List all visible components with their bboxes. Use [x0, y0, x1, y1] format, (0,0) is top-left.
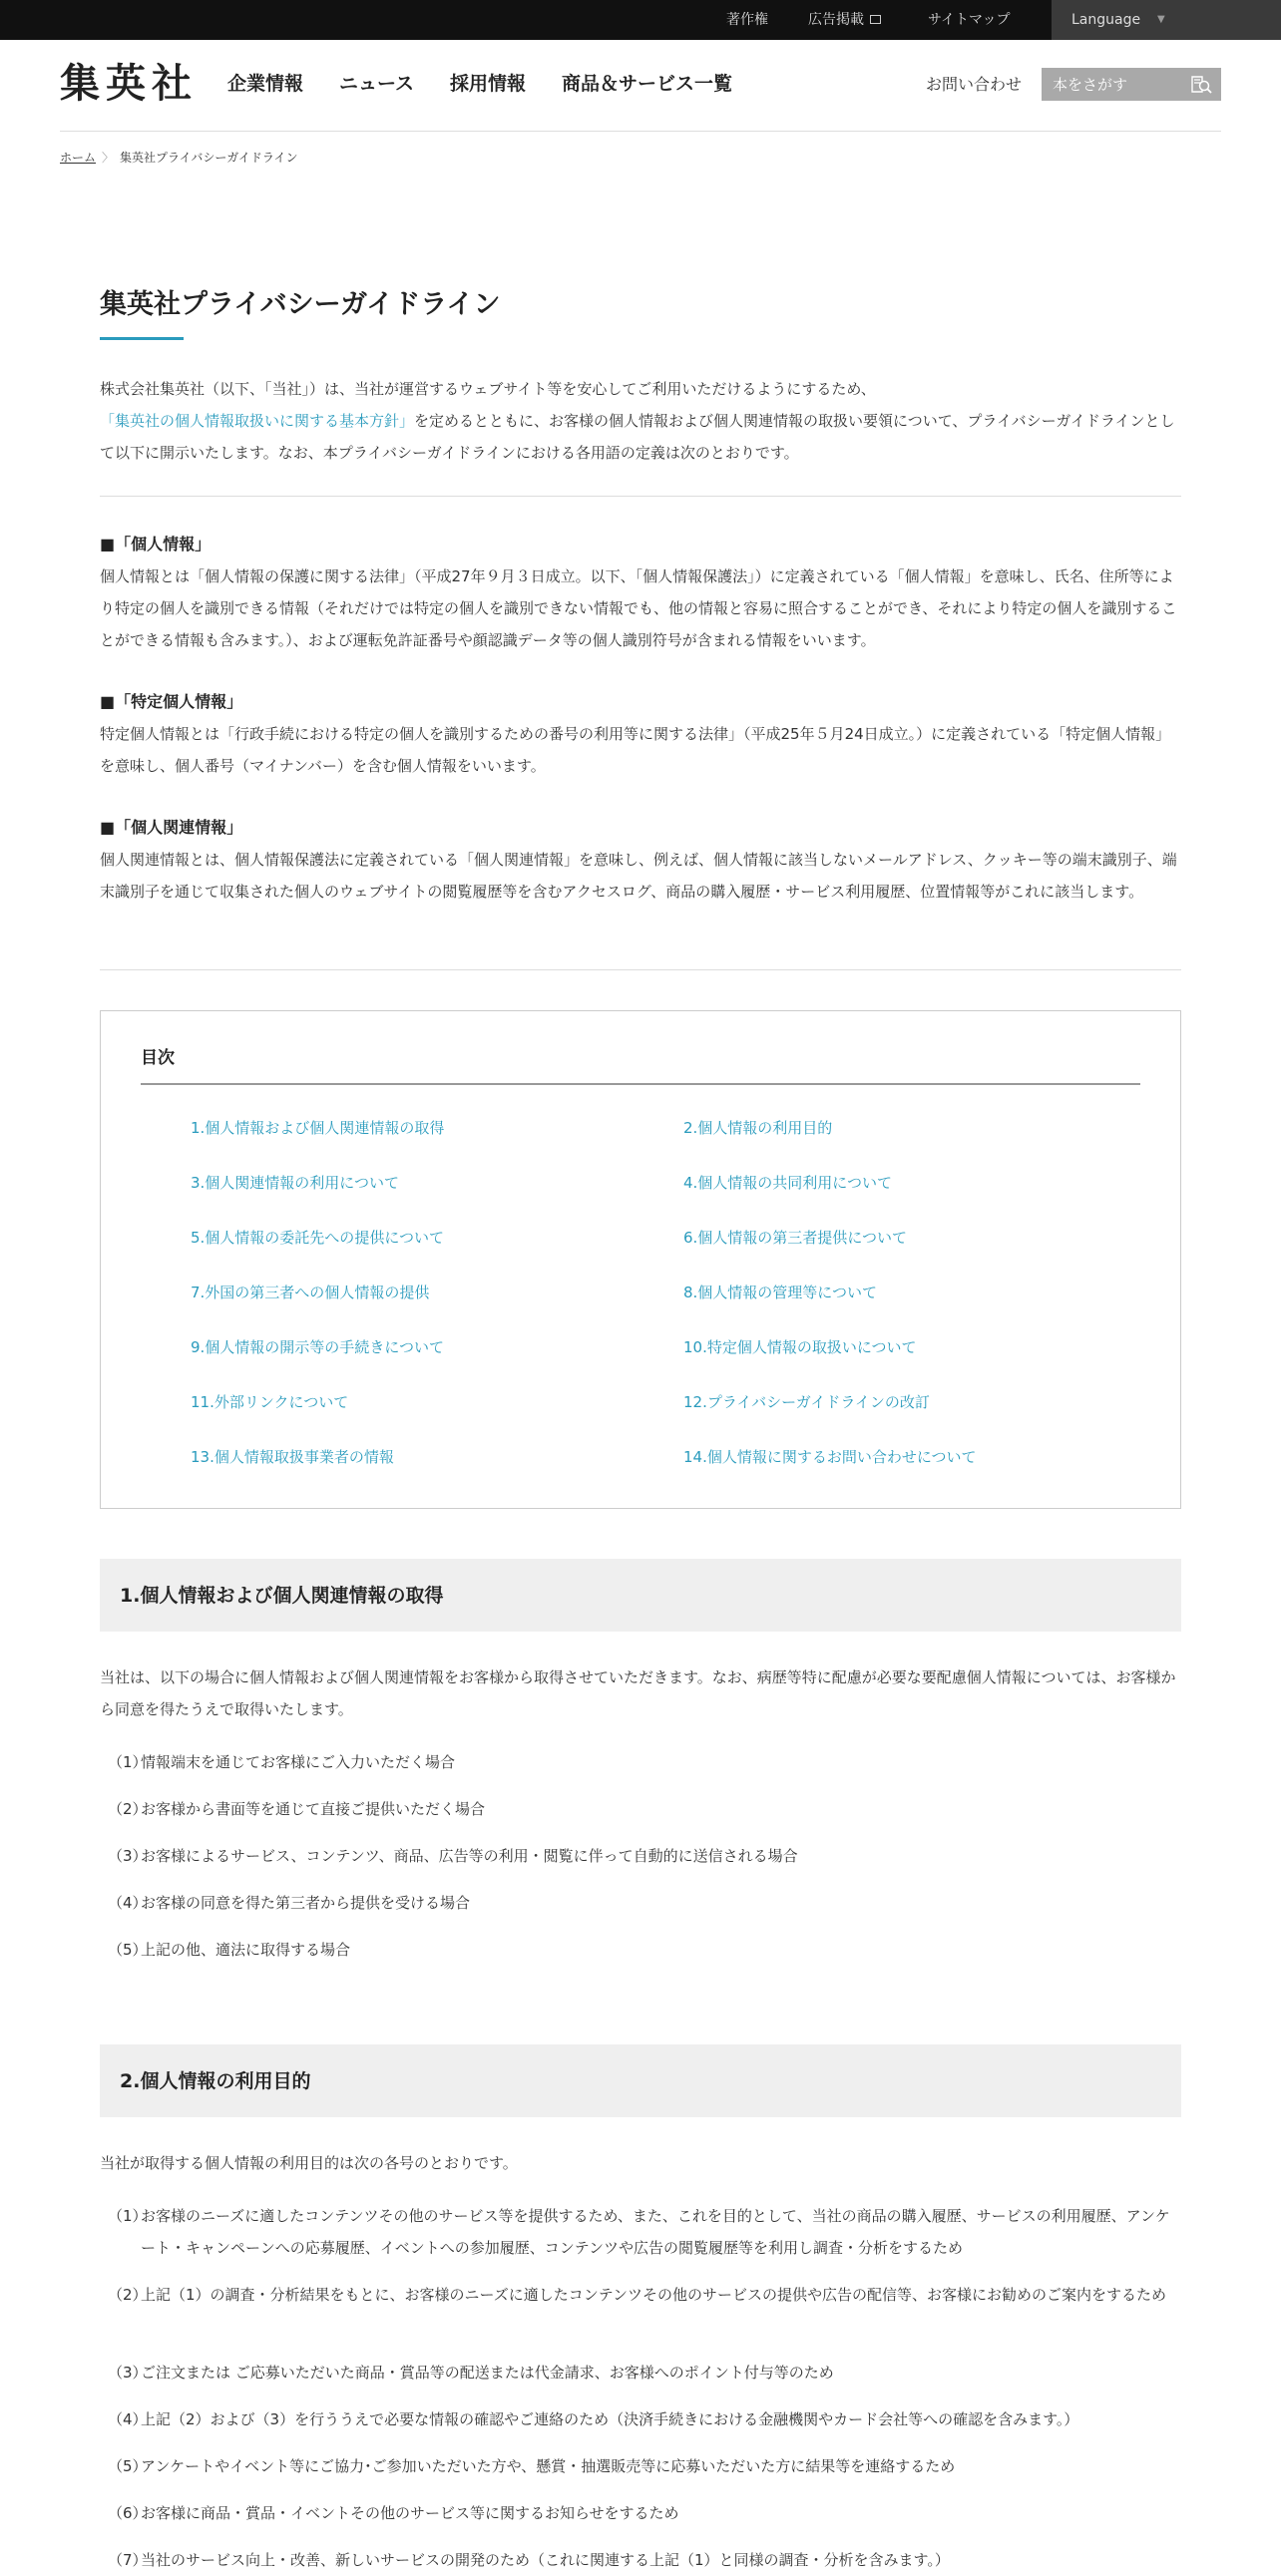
chevron-right-icon: 〉: [102, 151, 115, 165]
book-search-icon[interactable]: [1189, 74, 1213, 96]
definition-related-info: [100, 814, 1181, 908]
advertising-link-label: 広告掲載: [808, 12, 864, 28]
section-1-heading: [100, 1559, 1181, 1632]
site-header: [0, 40, 1281, 132]
nav-products-services[interactable]: 商品＆サービス一覧: [562, 73, 733, 95]
list-item-number: （3）: [108, 2364, 148, 2382]
toc-link-8[interactable]: 8.個人情報の管理等について: [683, 1284, 878, 1301]
list-item: [100, 2544, 1181, 2576]
toc-link-13[interactable]: 13.個人情報取扱事業者の情報: [191, 1448, 394, 1466]
section-heading-text: 2.個人情報の利用目的: [120, 2070, 311, 2092]
definition-body: 特定個人情報とは「行政手続における特定の個人を識別するための番号の利用等に関する法律」（平成25年５月24日成立。）に定義されている「特定個人情報」を意味し、個人番号（マイナンバー）を含む個人情報をいいます。: [100, 725, 1171, 775]
list-item-text: ご注文または ご応募いただいた商品・賞品等の配送または代金請求、お客様へのポイント付与等のため: [141, 2364, 834, 2382]
intro-text-after: を定めるとともに、お客様の個人情報および個人関連情報の取扱い要領について、プライバシーガイドラインとして以下に開示いたします。なお、本プライバシーガイドラインにおける各用語の定義は次のとおりです。: [100, 412, 1175, 462]
list-item-text: お客様のニーズに適したコンテンツその他のサービス等を提供するため、また、これを目的として、当社の商品の購入履歴、サービスの利用履歴、アンケート・キャンペーンへの応募履歴、イベントへの参加履歴、コンテンツや広告の閲覧履歴等を利用し調査・分析をするため: [141, 2207, 1170, 2257]
nav-recruitment[interactable]: 採用情報: [450, 73, 527, 95]
intro-paragraph: [100, 373, 1181, 469]
toc-link-11[interactable]: 11.外部リンクについて: [191, 1393, 349, 1411]
toc-title: 目次: [141, 1048, 175, 1068]
list-item-number: （4）: [108, 1894, 148, 1912]
section-heading-text: 1.個人情報および個人関連情報の取得: [120, 1585, 444, 1607]
language-selector[interactable]: [1052, 0, 1281, 40]
nav-news[interactable]: ニュース: [339, 73, 415, 95]
list-item-text: 上記の他、適法に取得する場合: [141, 1941, 351, 1959]
list-item-text: 上記（2）および（3）を行ううえで必要な情報の確認やご連絡のため（決済手続きにおける金融機関やカード会社等への確認を含みます。）: [141, 2410, 1079, 2428]
toc-link-3[interactable]: 3.個人関連情報の利用について: [191, 1174, 400, 1192]
list-item-text: お客様から書面等を通じて直接ご提供いただく場合: [141, 1800, 486, 1818]
title-underline: [100, 337, 184, 340]
list-item-number: （3）: [108, 1847, 148, 1865]
list-item-text: お客様の同意を得た第三者から提供を受ける場合: [141, 1894, 471, 1912]
list-item-number: （6）: [108, 2504, 148, 2522]
list-item-text: アンケートやイベント等にご協力･ご参加いただいた方や、懸賞・抽選販売等に応募いただいた方に結果等を連絡するため: [141, 2457, 956, 2475]
toc-link-6[interactable]: 6.個人情報の第三者提供について: [683, 1229, 908, 1247]
list-item-number: （2）: [108, 2286, 148, 2304]
list-item: [100, 2497, 1181, 2529]
chevron-down-icon: ▼: [1157, 14, 1165, 25]
external-window-icon: [870, 15, 881, 24]
divider: [100, 496, 1181, 497]
list-item-number: （2）: [108, 1800, 148, 1818]
top-utility-bar: [0, 0, 1281, 40]
definition-heading: ■「個人情報」: [100, 535, 212, 553]
breadcrumb-home-link[interactable]: ホーム: [60, 151, 97, 165]
definition-specific-personal-info: [100, 688, 1181, 782]
toc-link-5[interactable]: 5.個人情報の委託先への提供について: [191, 1229, 445, 1247]
toc-link-7[interactable]: 7.外国の第三者への個人情報の提供: [191, 1284, 430, 1301]
list-item-number: （1）: [108, 1753, 148, 1771]
list-item-number: （7）: [108, 2551, 148, 2569]
section-2-lead: 当社が取得する個人情報の利用目的は次の各号のとおりです。: [100, 2154, 518, 2172]
definition-body: 個人関連情報とは、個人情報保護法に定義されている「個人関連情報」を意味し、例えば、個人情報に該当しないメールアドレス、クッキー等の端末識別子、端末識別子を通じて収集された個人のウェブサイトの閲覧履歴等を含むアクセスログ、商品の購入履歴・サービス利用履歴、位置情報等がこれに該当します。: [100, 851, 1177, 901]
list-item-number: （5）: [108, 1941, 148, 1959]
list-item-number: （5）: [108, 2457, 148, 2475]
definition-body: 個人情報とは「個人情報の保護に関する法律」（平成27年９月３日成立。以下、「個人情報保護法」）に定義されている「個人情報」を意味し、氏名、住所等により特定の個人を識別できる情報（それだけでは特定の個人を識別できない情報でも、他の情報と容易に照合することができ、それにより特定の個人を識別することができる情報も含みます。）、および運転免許証番号や顔認識データ等の個人識別符号が含まれる情報をいいます。: [100, 567, 1177, 649]
shueisha-logo[interactable]: 集英社: [60, 60, 198, 107]
sitemap-link[interactable]: サイトマップ: [928, 12, 1011, 28]
list-item-text: お客様によるサービス、コンテンツ、商品、広告等の利用・閲覧に伴って自動的に送信される場合: [141, 1847, 798, 1865]
list-item-text: 上記（1）の調査・分析結果をもとに、お客様のニーズに適したコンテンツその他のサービスの提供や広告の配信等、お客様にお勧めのご案内をするため: [141, 2286, 1167, 2304]
toc-link-14[interactable]: 14.個人情報に関するお問い合わせについて: [683, 1448, 977, 1466]
list-item-text: 当社のサービス向上・改善、新しいサービスの開発のため（これに関連する上記（1）と同様の調査・分析を含みます。）: [141, 2551, 950, 2569]
section-1-lead: 当社は、以下の場合に個人情報および個人関連情報をお客様から取得させていただきます。なお、病歴等特に配慮が必要な要配慮個人情報については、お客様から同意を得たうえで取得いたします。: [100, 1668, 1176, 1718]
language-label: Language: [1071, 12, 1141, 28]
intro-text-before: 株式会社集英社（以下、「当社」）は、当社が運営するウェブサイト等を安心してご利用いただけるようにするため、: [100, 380, 876, 398]
list-item-number: （4）: [108, 2410, 148, 2428]
basic-policy-link[interactable]: 「集英社の個人情報取扱いに関する基本方針」: [100, 412, 415, 430]
list-item: [100, 2279, 1181, 2311]
list-item-text: お客様に商品・賞品・イベントその他のサービス等に関するお知らせをするため: [141, 2504, 679, 2522]
contact-link[interactable]: お問い合わせ: [926, 75, 1023, 94]
list-item: [100, 1793, 1181, 1825]
list-item: [100, 1746, 1181, 1778]
copyright-link[interactable]: 著作権: [726, 12, 768, 28]
definition-heading: ■「個人関連情報」: [100, 818, 243, 837]
advertising-link[interactable]: [808, 0, 881, 40]
toc-link-10[interactable]: 10.特定個人情報の取扱いについて: [683, 1338, 917, 1356]
list-item: [100, 2357, 1181, 2389]
toc-link-1[interactable]: 1.個人情報および個人関連情報の取得: [191, 1119, 445, 1137]
list-item-text: 情報端末を通じてお客様にご入力いただく場合: [141, 1753, 456, 1771]
toc-link-4[interactable]: 4.個人情報の共同利用について: [683, 1174, 893, 1192]
breadcrumb-current: 集英社プライバシーガイドライン: [120, 151, 298, 165]
list-item: [100, 2200, 1181, 2264]
toc-divider: [141, 1083, 1140, 1085]
definition-heading: ■「特定個人情報」: [100, 692, 243, 711]
book-search-input[interactable]: [1042, 68, 1181, 101]
header-divider: [60, 131, 1221, 132]
section-2-heading: [100, 2044, 1181, 2117]
list-item: [100, 1934, 1181, 1966]
toc-link-9[interactable]: 9.個人情報の開示等の手続きについて: [191, 1338, 445, 1356]
definition-personal-info: [100, 531, 1181, 656]
list-item: [100, 1840, 1181, 1872]
list-item: [100, 2403, 1181, 2435]
toc-link-12[interactable]: 12.プライバシーガイドラインの改訂: [683, 1393, 930, 1411]
table-of-contents: [100, 1010, 1181, 1509]
list-item: [100, 2450, 1181, 2482]
nav-corporate-info[interactable]: 企業情報: [227, 73, 304, 95]
book-search-box: [1042, 68, 1221, 101]
toc-link-2[interactable]: 2.個人情報の利用目的: [683, 1119, 833, 1137]
divider: [100, 969, 1181, 970]
list-item: [100, 1887, 1181, 1919]
breadcrumb: [60, 149, 297, 167]
list-item-number: （1）: [108, 2207, 148, 2225]
page-title: 集英社プライバシーガイドライン: [100, 289, 501, 320]
